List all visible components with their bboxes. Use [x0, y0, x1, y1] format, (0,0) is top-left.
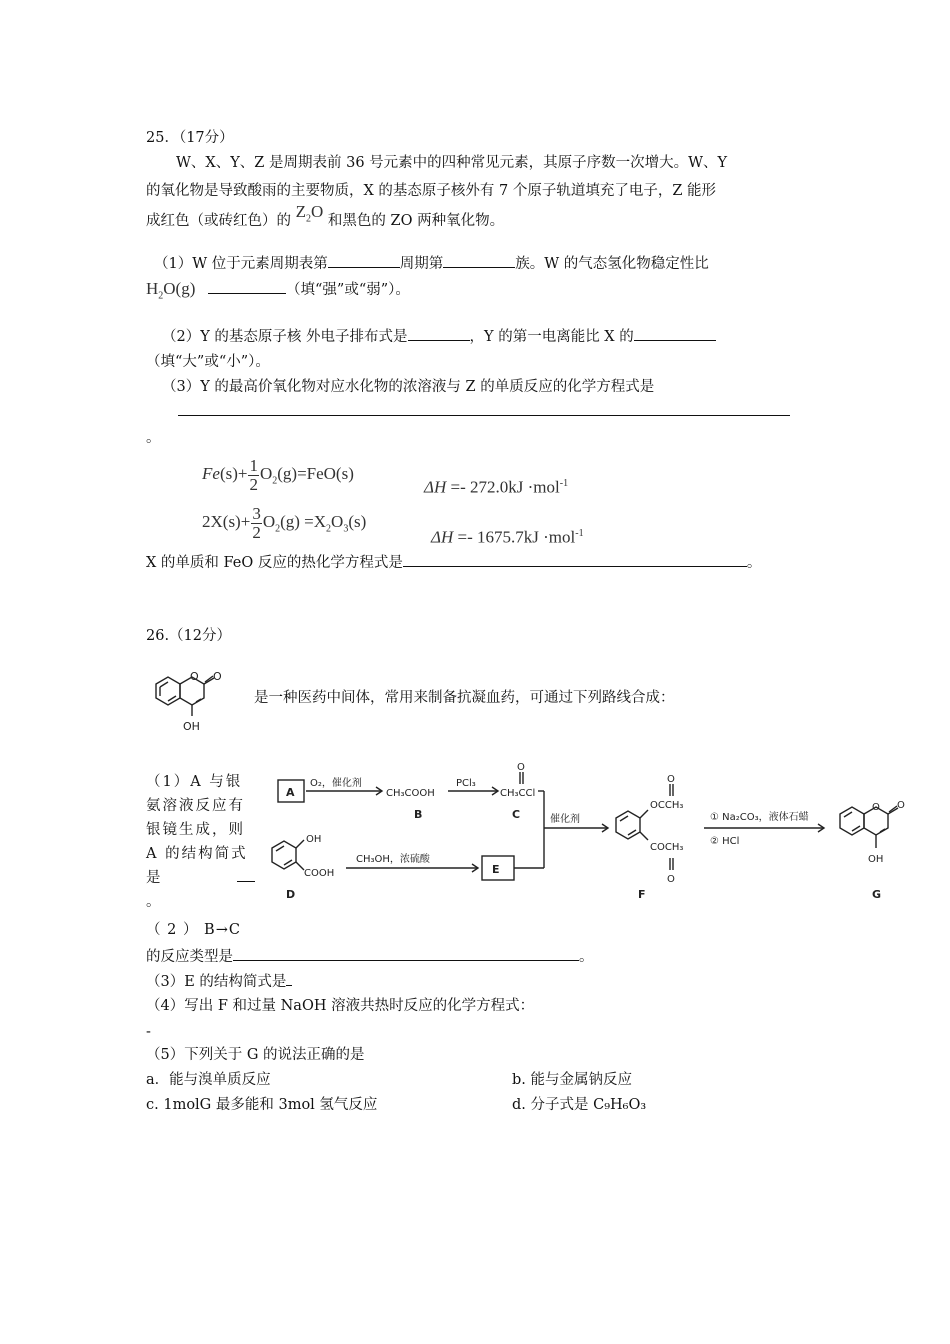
thermo-dh-2: ΔH =- 1675.7kJ ·mol$^{-1}$	[431, 527, 584, 547]
thermo-equation-2: 2X(s)+ $\frac{3}{2}$ $O_2(g) =X_2O_3(s)$	[202, 503, 367, 542]
q26-part5: （5）下列关于 G 的说法正确的是	[146, 1047, 365, 1063]
f-bottom-group: COCH₃	[650, 842, 684, 853]
arrow5-label-a: ① Na₂CO₃，液体石蜡	[710, 812, 809, 823]
q25-part3: （3）Y 的最高价氧化物对应水化物的浓溶液与 Z 的单质反应的化学方程式是	[162, 379, 655, 395]
svg-text:O: O	[213, 670, 222, 683]
coumarin-structure	[146, 658, 246, 738]
answer-blank[interactable]	[328, 253, 400, 268]
label-box-a: A	[286, 786, 295, 799]
q26-part2: （ 2 ） B→C	[146, 922, 241, 938]
q25-part3-end: 。	[146, 430, 161, 446]
synthesis-scheme	[266, 758, 926, 918]
answer-blank[interactable]	[403, 552, 747, 567]
acyl-formula: CH₃CCl	[500, 788, 536, 799]
q25-intro-line2: 的氧化物是导致酸雨的主要物质，X 的基态原子核外有 7 个原子轨道填充了电子，Z 能形	[146, 183, 717, 199]
q26-option-c: c. 1molG 最多能和 3mol 氢气反应	[146, 1097, 378, 1113]
acyl-oxygen: O	[517, 762, 525, 773]
g-carbonyl-oxygen: O	[897, 800, 905, 811]
answer-blank[interactable]	[634, 326, 716, 341]
f-top-group: OCCH₃	[650, 800, 684, 811]
label-g: G	[872, 888, 882, 901]
q25-part1: （1）W 位于元素周期表第 周期第 族。W 的气态氢化物稳定性比	[154, 253, 709, 274]
label-b: B	[414, 808, 423, 821]
fraction: $\frac{1}{2}$	[249, 455, 258, 494]
q25-part1-line2: $H_2O(g)$ （填“强”或“弱”）。	[146, 279, 410, 302]
q25-header: 25．（17分）	[146, 130, 234, 146]
g-ring-oxygen: O	[872, 802, 880, 813]
q26-part3: （3）E 的结构简式是	[146, 971, 292, 992]
q26-option-a: a．能与溴单质反应	[146, 1072, 271, 1088]
thermo-dh-1: ΔH =- 272.0kJ ·mol$^{-1}$	[424, 477, 569, 497]
f-oxygen-bottom: O	[667, 874, 675, 885]
label-box-e: E	[492, 863, 500, 876]
g-oh: OH	[868, 854, 884, 865]
arrow3-label: CH₃OH，浓硫酸	[356, 854, 430, 865]
acid-formula: CH₃COOH	[386, 788, 435, 799]
label-c: C	[512, 808, 521, 821]
f-oxygen-top: O	[667, 774, 675, 785]
d-oh: OH	[306, 834, 322, 845]
answer-blank[interactable]	[237, 867, 255, 882]
d-cooh: COOH	[304, 868, 335, 879]
fraction: $\frac{3}{2}$	[252, 503, 261, 542]
q26-option-d: d. 分子式是 C₉H₆O₃	[512, 1097, 647, 1113]
answer-blank[interactable]	[208, 279, 286, 294]
arrow4-label: 催化剂	[550, 814, 580, 825]
q25-z2o-formula: $Z_2O$	[295, 202, 324, 225]
q26-part2-line2: 的反应类型是 。	[146, 946, 594, 967]
oh-label: OH	[183, 720, 200, 733]
q26-header: 26.（12分）	[146, 628, 232, 644]
q26-part1: （1）A 与银 氨溶液反应有 银镜生成，则 A 的结构简式 是 。	[146, 770, 258, 914]
q26-part4-dash: -	[146, 1024, 151, 1040]
label-d: D	[286, 888, 296, 901]
arrow5-label-b: ② HCl	[710, 836, 740, 847]
q26-part4: （4）写出 F 和过量 NaOH 溶液共热时反应的化学方程式：	[146, 998, 535, 1014]
answer-blank[interactable]	[443, 253, 515, 268]
q26-option-b: b. 能与金属钠反应	[512, 1072, 632, 1088]
q25-part2: （2）Y 的基态原子核 外电子排布式是 ，Y 的第一电离能比 X 的	[162, 326, 716, 347]
q25-intro-line3-b: 和黑色的 ZO 两种氧化物。	[327, 213, 505, 229]
q25-intro-line3	[146, 202, 505, 237]
h2o-formula: $H_2O(g)$	[146, 279, 196, 302]
q26-intro: 是一种医药中间体，常用来制备抗凝血药，可通过下列路线合成：	[254, 690, 675, 706]
answer-line[interactable]	[178, 415, 790, 416]
q25-part4: X 的单质和 FeO 反应的热化学方程式是 。	[146, 552, 761, 573]
q25-intro-line3-a: 成红色（或砖红色）的	[146, 213, 291, 229]
thermo-equation-1: Fe(s)+ $\frac{1}{2}$ $O_2(g)=FeO(s)$	[202, 455, 354, 494]
q25-part2-line2: （填“大”或“小”）。	[146, 354, 270, 370]
label-f: F	[638, 888, 646, 901]
arrow2-label: PCl₃	[456, 778, 476, 789]
arrow1-label: O₂，催化剂	[310, 778, 362, 789]
answer-blank[interactable]	[408, 326, 470, 341]
q25-intro-line1: W、X、Y、Z 是周期表前 36 号元素中的四种常见元素，其原子序数一次增大。W、Y	[176, 155, 728, 171]
svg-text:O: O	[190, 670, 199, 683]
answer-blank[interactable]	[286, 971, 292, 986]
answer-blank[interactable]	[233, 946, 579, 961]
